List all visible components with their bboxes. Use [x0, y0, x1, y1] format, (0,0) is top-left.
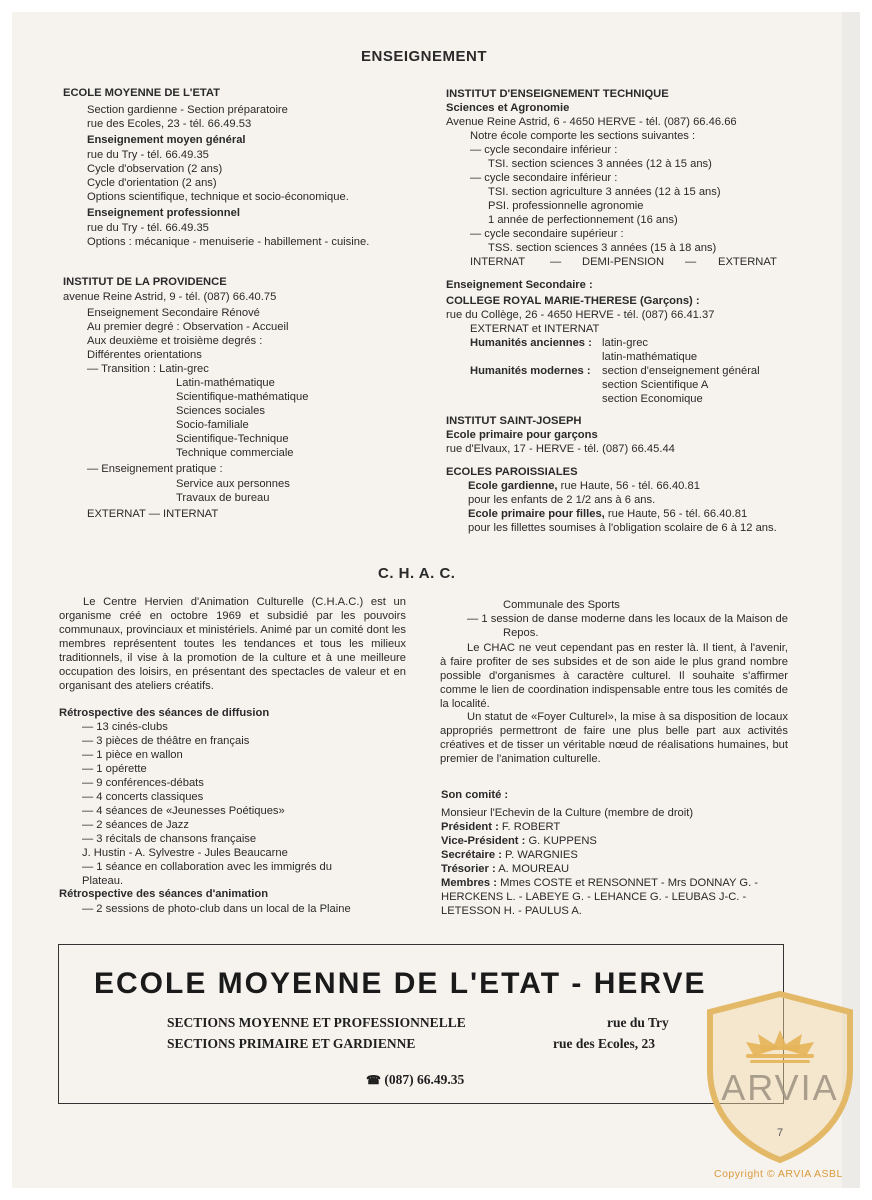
ecole-gardienne-line: Ecole gardienne, rue Haute, 56 - tél. 66.40.81: [468, 480, 700, 492]
comite-membres-2: HERCKENS L. - LABEYE G. - LEHANCE G. - LEUBAS J-C. -: [441, 891, 747, 903]
transition-label: — Transition : Latin-grec: [87, 363, 209, 375]
ecole-filles-desc: pour les fillettes soumises à l'obligation scolaire de 6 à 12 ans.: [468, 522, 777, 534]
ecole-moyenne-title: ECOLE MOYENNE DE L'ETAT: [63, 87, 221, 99]
institut-technique-footer-5: EXTERNAT: [718, 256, 777, 268]
saint-joseph-title: INSTITUT SAINT-JOSEPH: [446, 415, 582, 427]
pratique-options: Service aux personnes Travaux de bureau: [176, 478, 290, 504]
advert-phone: ☎ (087) 66.49.35: [366, 1072, 465, 1087]
comite-intro: Monsieur l'Echevin de la Culture (membre de droit): [441, 807, 694, 819]
humanites-anciennes-label: Humanités anciennes :: [470, 337, 592, 349]
comite-title: Son comité :: [441, 789, 509, 801]
college-address: rue du Collège, 26 - 4650 HERVE - tél. (087) 66.41.37: [446, 309, 715, 321]
institut-technique-footer-4: —: [685, 256, 697, 268]
institut-technique-address: Avenue Reine Astrid, 6 - 4650 HERVE - tél. (087) 66.46.66: [446, 116, 737, 128]
comite-membres-3: LETESSON H. - PAULUS A.: [441, 905, 582, 917]
diffusion-title: Rétrospective des séances de diffusion: [59, 707, 270, 719]
chac-right-cont-1: Communale des Sports: [503, 599, 620, 611]
humanites-modernes-list: section d'enseignement général section Scientifique A section Economique: [602, 365, 760, 405]
advert-line1-left: SECTIONS MOYENNE ET PROFESSIONNELLE: [167, 1015, 466, 1030]
comite-vice-president: Vice-Président : G. KUPPENS: [441, 835, 597, 847]
pratique-label: — Enseignement pratique :: [87, 463, 223, 475]
college-title: COLLEGE ROYAL MARIE-THERESE (Garçons) :: [446, 295, 700, 307]
animation-item: — 2 sessions de photo-club dans un local de la Plaine: [82, 903, 351, 915]
providence-title: INSTITUT DE LA PROVIDENCE: [63, 276, 227, 288]
institut-technique-footer-2: —: [550, 256, 562, 268]
ecole-gardienne-desc: pour les enfants de 2 1/2 ans à 6 ans.: [468, 494, 656, 506]
secondaire-title: Enseignement Secondaire :: [446, 279, 593, 291]
chac-para-1: Le CHAC ne veut cependant pas en rester là. Il tient, à l'avenir, à faire profiter de ses subsides et de son aide le plus grand nombre possible d'organismes à caractère culturel. Il souhaite s'affirmer comme le lien de coordination indispensable entre tous les comités de la localité.: [440, 642, 788, 710]
enseignement-moyen-title: Enseignement moyen général: [87, 134, 246, 146]
paroissiales-title: ECOLES PAROISSIALES: [446, 466, 578, 478]
telephone-icon: ☎: [366, 1073, 381, 1087]
comite-president: Président : F. ROBERT: [441, 821, 561, 833]
ecole-filles-line: Ecole primaire pour filles, rue Haute, 56 - tél. 66.40.81: [468, 508, 748, 520]
arvia-logo-text: ARVIA: [721, 1067, 839, 1108]
enseignement-professionnel-title: Enseignement professionnel: [87, 207, 240, 219]
advert-box: [58, 944, 784, 1104]
arvia-logo: [700, 990, 860, 1165]
enseignement-professionnel-lines: rue du Try - tél. 66.49.35 Options : mécanique - menuiserie - habillement - cuisine.: [87, 222, 370, 248]
institut-technique-title: INSTITUT D'ENSEIGNEMENT TECHNIQUE: [446, 88, 669, 100]
advert-line2-left: SECTIONS PRIMAIRE ET GARDIENNE: [167, 1036, 416, 1051]
chac-para-2: Un statut de «Foyer Culturel», la mise à sa disposition de locaux appropriés permettront de faire une plus belle part aux activités créatives et de tisser un véritable nœud de réalisations humaines, but premier de l'animation culturelle.: [440, 711, 788, 765]
advert-line2-right: rue des Ecoles, 23: [553, 1036, 655, 1051]
saint-joseph-subtitle: Ecole primaire pour garçons: [446, 429, 598, 441]
college-regime: EXTERNAT et INTERNAT: [470, 323, 600, 335]
providence-address: avenue Reine Astrid, 9 - tél. (087) 66.40.75: [63, 291, 277, 303]
ecole-moyenne-lines: Section gardienne - Section préparatoire rue des Ecoles, 23 - tél. 66.49.53: [87, 104, 288, 130]
advert-title: ECOLE MOYENNE DE L'ETAT - HERVE: [94, 967, 707, 1000]
transition-options: Latin-mathématique Scientifique-mathématique Sciences sociales Socio-familiale Scientifique-Technique Technique commerciale: [176, 377, 309, 459]
institut-technique-footer-3: DEMI-PENSION: [582, 256, 665, 268]
chac-intro: Le Centre Hervien d'Animation Culturelle (C.H.A.C.) est un organisme créé en octobre 1969 et subsidié par les pouvoirs communaux, provinciaux et ministériels. Animé par un comité dont les membres représentent toutes les tendances et tous les milieux traditionnels, il vise à la promotion de la culture et à une meilleure occupation des loisirs, en présentant des spectacles de valeur et en organisant des ateliers créatifs.: [59, 596, 406, 692]
saint-joseph-address: rue d'Elvaux, 17 - HERVE - tél. (087) 66.45.44: [446, 443, 675, 455]
copyright-notice: Copyright © ARVIA ASBL: [714, 1168, 843, 1180]
comite-secretaire: Secrétaire : P. WARGNIES: [441, 849, 578, 861]
chac-right-cont-2: — 1 session de danse moderne dans les locaux de la Maison de Repos.: [467, 613, 788, 639]
humanites-anciennes-list: latin-grec latin-mathématique: [602, 337, 698, 363]
chac-heading: C. H. A. C.: [378, 565, 456, 582]
comite-membres-1: Membres : Mmes COSTE et RENSONNET - Mrs DONNAY G. -: [441, 877, 759, 889]
comite-tresorier: Trésorier : A. MOUREAU: [441, 863, 570, 875]
advert-line1-right: rue du Try: [607, 1015, 669, 1030]
institut-technique-subtitle: Sciences et Agronomie: [446, 102, 570, 114]
page-heading: ENSEIGNEMENT: [361, 48, 488, 65]
humanites-modernes-label: Humanités modernes :: [470, 365, 591, 377]
institut-technique-lines: Notre école comporte les sections suivantes : — cycle secondaire inférieur : TSI. section sciences 3 années (12 à 15 ans) — cycle secondaire inférieur : TSI. section agriculture 3 années (12 à 15 ans) PSI. professionnelle agronomie 1 année de perfectionnement (16 ans) — cycle secondaire supérieur : TSS. section sciences 3 années (15 à 18 ans): [470, 130, 721, 254]
diffusion-list: — 13 cinés-clubs — 3 pièces de théâtre en français — 1 pièce en wallon — 1 opérette — 9 conférences-débats — 4 concerts classiques — 4 séances de «Jeunesses Poétiques» — 2 séances de Jazz — 3 récitals de chansons française J. Hustin - A. Sylvestre - Jules Beaucarne — 1 séance en collaboration avec les immigrés du Plateau.: [82, 721, 332, 887]
page-number: 7: [776, 1127, 784, 1139]
providence-lines: Enseignement Secondaire Rénové Au premier degré : Observation - Accueil Aux deuxième et troisième degrés : Différentes orientations: [87, 307, 289, 361]
institut-technique-footer-1: INTERNAT: [470, 256, 526, 268]
enseignement-moyen-lines: rue du Try - tél. 66.49.35 Cycle d'observation (2 ans) Cycle d'orientation (2 ans) Options scientifique, technique et socio-économique.: [87, 149, 349, 203]
providence-footer: EXTERNAT — INTERNAT: [87, 508, 219, 520]
animation-title: Rétrospective des séances d'animation: [59, 888, 269, 900]
